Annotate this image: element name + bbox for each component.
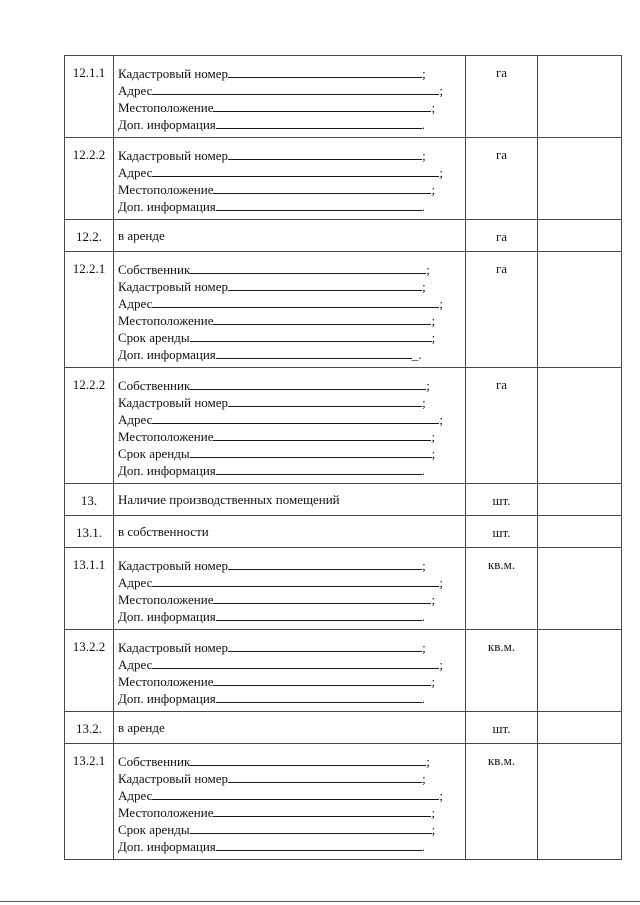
field-label: Местоположение [118, 182, 214, 197]
item-description [114, 252, 466, 368]
fill-in-blank[interactable] [216, 116, 422, 129]
field-line [118, 329, 461, 346]
field-terminator: ; [439, 657, 443, 672]
table-row [65, 712, 622, 744]
field-line [118, 838, 461, 855]
field-label: Доп. информация [118, 609, 216, 624]
item-text: в собственности [118, 524, 209, 539]
value-cell[interactable] [538, 744, 622, 860]
value-cell[interactable] [538, 252, 622, 368]
unit-cell: кв.м. [466, 744, 538, 860]
field-label: Кадастровый номер [118, 279, 229, 294]
field-terminator: ; [439, 412, 443, 427]
fill-in-blank[interactable] [216, 198, 422, 211]
fill-in-blank[interactable] [152, 787, 439, 800]
fill-in-blank[interactable] [213, 181, 431, 194]
field-label: Доп. информация [118, 347, 216, 362]
field-label: Собственник [118, 754, 191, 769]
item-text: Наличие производственных помещений [118, 492, 340, 507]
field-label: Срок аренды [118, 446, 190, 461]
fill-in-blank[interactable] [213, 804, 431, 817]
field-terminator: ; [431, 429, 436, 444]
table-row [65, 138, 622, 220]
field-line [118, 557, 461, 574]
fill-in-blank[interactable] [228, 278, 422, 291]
fill-in-blank[interactable] [228, 557, 422, 570]
field-line [118, 690, 461, 707]
fill-in-blank[interactable] [213, 312, 431, 325]
fill-in-blank[interactable] [190, 329, 432, 342]
field-label: Кадастровый номер [118, 66, 229, 81]
field-label: Доп. информация [118, 839, 216, 854]
fill-in-blank[interactable] [213, 673, 431, 686]
item-description [114, 484, 466, 516]
field-terminator: ; [422, 771, 426, 786]
field-label: Адрес [118, 788, 153, 803]
field-terminator: ; [439, 296, 443, 311]
field-line [118, 312, 461, 329]
field-line [118, 639, 461, 656]
field-label: Адрес [118, 412, 153, 427]
field-label: Местоположение [118, 100, 214, 115]
field-terminator: ; [439, 83, 443, 98]
field-line [118, 278, 461, 295]
item-number: 13.1.1 [65, 548, 114, 630]
item-text: в аренде [118, 720, 165, 735]
table-row [65, 368, 622, 484]
fill-in-blank[interactable] [190, 377, 426, 390]
field-terminator: ; [439, 165, 443, 180]
field-terminator: ; [439, 788, 443, 803]
field-label: Кадастровый номер [118, 395, 229, 410]
item-number: 12.2.1 [65, 252, 114, 368]
field-line [118, 574, 461, 591]
field-label: Местоположение [118, 805, 214, 820]
fill-in-blank[interactable] [152, 295, 439, 308]
field-line [118, 462, 461, 479]
field-label: Местоположение [118, 592, 214, 607]
fill-in-blank[interactable] [152, 411, 439, 424]
unit-cell: га [466, 368, 538, 484]
fill-in-blank[interactable] [152, 656, 439, 669]
item-number: 13.2.2 [65, 630, 114, 712]
item-number: 12.2. [65, 220, 114, 252]
field-line [118, 411, 461, 428]
field-label: Доп. информация [118, 117, 216, 132]
fill-in-blank[interactable] [228, 394, 422, 407]
field-terminator: ; [426, 754, 430, 769]
field-terminator: ; [422, 395, 426, 410]
field-label: Собственник [118, 262, 191, 277]
form-table [64, 55, 622, 860]
item-number: 13.2. [65, 712, 114, 744]
field-terminator: ; [431, 182, 436, 197]
field-line [118, 787, 461, 804]
fill-in-blank[interactable] [190, 821, 432, 834]
field-line [118, 673, 461, 690]
field-terminator: ; [422, 148, 426, 163]
field-line [118, 82, 461, 99]
table-row [65, 252, 622, 368]
item-number: 12.2.2 [65, 138, 114, 220]
fill-in-blank[interactable] [228, 639, 422, 652]
table-row [65, 484, 622, 516]
field-label: Кадастровый номер [118, 558, 229, 573]
field-line [118, 394, 461, 411]
field-line [118, 164, 461, 181]
field-label: Кадастровый номер [118, 148, 229, 163]
fill-in-blank[interactable] [190, 261, 426, 274]
fill-in-blank[interactable] [152, 574, 439, 587]
field-terminator: . [421, 609, 426, 624]
item-description [114, 138, 466, 220]
field-label: Адрес [118, 83, 153, 98]
item-number: 12.1.1 [65, 56, 114, 138]
field-terminator: ; [431, 100, 436, 115]
field-label: Срок аренды [118, 330, 190, 345]
value-cell[interactable] [538, 548, 622, 630]
fill-in-blank[interactable] [190, 753, 426, 766]
value-cell[interactable] [538, 484, 622, 516]
fill-in-blank[interactable] [216, 462, 422, 475]
field-terminator: ; [431, 805, 436, 820]
field-terminator: ; [431, 822, 436, 837]
item-number: 13.1. [65, 516, 114, 548]
fill-in-blank[interactable] [216, 608, 422, 621]
field-terminator: _. [411, 347, 422, 362]
field-label: Адрес [118, 165, 153, 180]
fill-in-blank[interactable] [228, 770, 422, 783]
field-terminator: ; [422, 640, 426, 655]
value-cell[interactable] [538, 138, 622, 220]
field-label: Адрес [118, 575, 153, 590]
unit-cell: кв.м. [466, 548, 538, 630]
field-terminator: ; [426, 262, 430, 277]
field-label: Доп. информация [118, 463, 216, 478]
field-terminator: . [421, 839, 426, 854]
field-line [118, 147, 461, 164]
item-description [114, 368, 466, 484]
unit-cell: га [466, 220, 538, 252]
table-row [65, 516, 622, 548]
field-label: Местоположение [118, 429, 214, 444]
value-cell[interactable] [538, 516, 622, 548]
field-label: Местоположение [118, 674, 214, 689]
item-description [114, 516, 466, 548]
field-terminator: ; [431, 330, 436, 345]
item-number: 13. [65, 484, 114, 516]
fill-in-blank[interactable] [190, 445, 432, 458]
field-line [118, 198, 461, 215]
field-terminator: . [421, 199, 426, 214]
value-cell[interactable] [538, 712, 622, 744]
unit-cell: кв.м. [466, 630, 538, 712]
field-terminator: . [421, 463, 426, 478]
table-row [65, 744, 622, 860]
field-line [118, 753, 461, 770]
table-row [65, 548, 622, 630]
form-body [65, 56, 622, 860]
field-label: Адрес [118, 657, 153, 672]
item-description [114, 220, 466, 252]
unit-cell: га [466, 252, 538, 368]
fill-in-blank[interactable] [216, 690, 422, 703]
fill-in-blank[interactable] [216, 838, 422, 851]
field-line [118, 428, 461, 445]
field-line [118, 804, 461, 821]
fill-in-blank[interactable] [213, 99, 431, 112]
field-line [118, 99, 461, 116]
table-row [65, 56, 622, 138]
field-line [118, 181, 461, 198]
field-terminator: ; [426, 378, 430, 393]
item-number: 12.2.2 [65, 368, 114, 484]
field-label: Собственник [118, 378, 191, 393]
field-line [118, 377, 461, 394]
field-line [118, 591, 461, 608]
field-terminator: ; [439, 575, 443, 590]
field-terminator: ; [422, 558, 426, 573]
field-label: Местоположение [118, 313, 214, 328]
fill-in-blank[interactable] [152, 164, 439, 177]
field-line [118, 261, 461, 278]
fill-in-blank[interactable] [213, 428, 431, 441]
field-terminator: ; [431, 674, 436, 689]
item-description [114, 712, 466, 744]
field-line [118, 821, 461, 838]
field-label: Адрес [118, 296, 153, 311]
field-label: Срок аренды [118, 822, 190, 837]
unit-cell: шт. [466, 484, 538, 516]
field-label: Кадастровый номер [118, 640, 229, 655]
field-terminator: ; [431, 446, 436, 461]
fill-in-blank[interactable] [228, 147, 422, 160]
fill-in-blank[interactable] [228, 65, 422, 78]
item-description [114, 630, 466, 712]
field-label: Доп. информация [118, 199, 216, 214]
field-line [118, 656, 461, 673]
item-number: 13.2.1 [65, 744, 114, 860]
fill-in-blank[interactable] [152, 82, 439, 95]
unit-cell: шт. [466, 712, 538, 744]
field-terminator: ; [422, 279, 426, 294]
table-row [65, 630, 622, 712]
field-line [118, 295, 461, 312]
field-line [118, 445, 461, 462]
item-description [114, 548, 466, 630]
field-label: Доп. информация [118, 691, 216, 706]
field-line [118, 346, 461, 363]
value-cell[interactable] [538, 56, 622, 138]
value-cell[interactable] [538, 630, 622, 712]
item-description [114, 744, 466, 860]
field-terminator: ; [431, 313, 436, 328]
unit-cell: га [466, 56, 538, 138]
unit-cell: га [466, 138, 538, 220]
field-terminator: ; [431, 592, 436, 607]
field-line [118, 116, 461, 133]
field-line [118, 608, 461, 625]
fill-in-blank[interactable] [216, 346, 412, 359]
item-description [114, 56, 466, 138]
field-terminator: . [421, 117, 426, 132]
field-label: Кадастровый номер [118, 771, 229, 786]
table-row [65, 220, 622, 252]
field-terminator: . [421, 691, 426, 706]
value-cell[interactable] [538, 368, 622, 484]
fill-in-blank[interactable] [213, 591, 431, 604]
field-line [118, 770, 461, 787]
field-terminator: ; [422, 66, 426, 81]
item-text: в аренде [118, 228, 165, 243]
unit-cell: шт. [466, 516, 538, 548]
page-bottom-rule [0, 901, 640, 902]
field-line [118, 65, 461, 82]
value-cell[interactable] [538, 220, 622, 252]
